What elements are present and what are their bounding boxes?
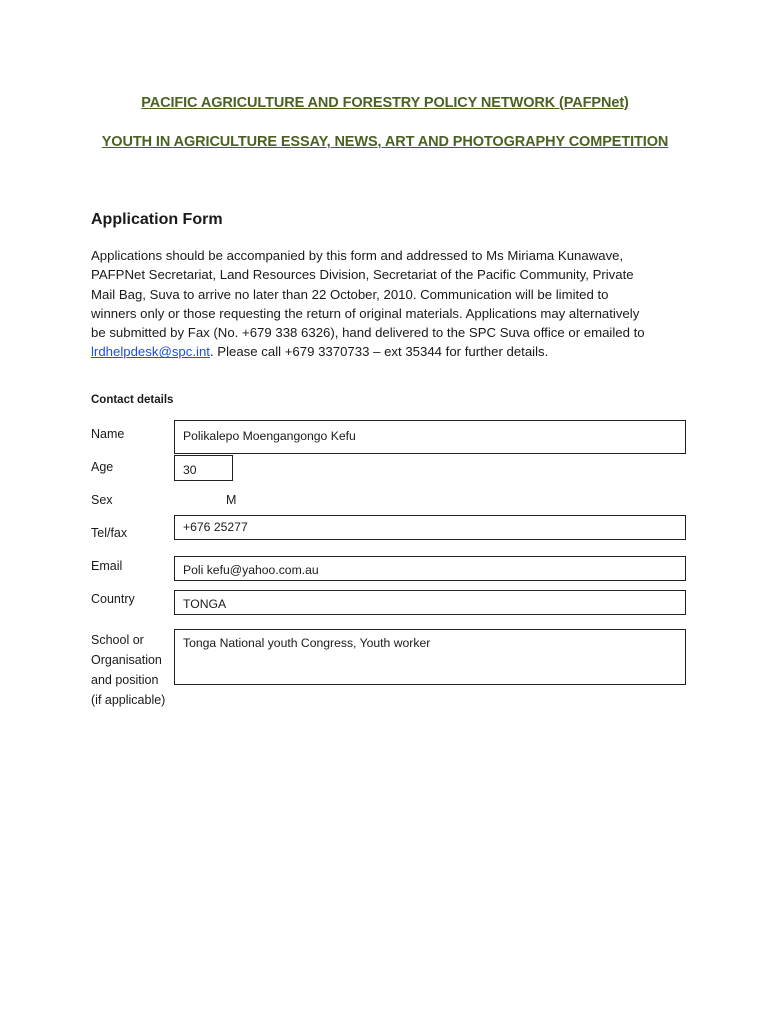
sex-value[interactable]: M: [226, 493, 237, 507]
email-label: Email: [91, 559, 123, 573]
competition-title: YOUTH IN AGRICULTURE ESSAY, NEWS, ART AND PHOTOGRAPHY COMPETITION: [101, 134, 669, 150]
telfax-label: Tel/fax: [91, 526, 128, 540]
organisation-label-line: (if applicable): [91, 693, 166, 707]
org-title: PACIFIC AGRICULTURE AND FORESTRY POLICY NETWORK (PAFPNet): [141, 95, 629, 111]
intro-line-tail: . Please call +679 3370733 – ext 35344 for further details.: [209, 344, 549, 360]
email-field[interactable]: Poli kefu@yahoo.com.au: [174, 556, 686, 581]
telfax-field[interactable]: +676 25277: [174, 515, 686, 540]
name-label: Name: [91, 427, 125, 441]
intro-line: Applications should be accompanied by this form and addressed to Ms Miriama Kunawave,: [91, 248, 624, 263]
country-label: Country: [91, 592, 135, 606]
organisation-field[interactable]: Tonga National youth Congress, Youth worker: [174, 629, 686, 685]
intro-line: PAFPNet Secretariat, Land Resources Division, Secretariat of the Pacific Community, Private: [91, 267, 634, 283]
organisation-label: [91, 630, 165, 710]
contact-details-heading: Contact details: [91, 394, 174, 406]
country-field[interactable]: TONGA: [174, 590, 686, 615]
age-field[interactable]: 30: [174, 455, 233, 481]
intro-line: winners only or those requesting the return of original materials. Applications may alternatively: [91, 305, 640, 321]
intro-line: Mail Bag, Suva to arrive no later than 22 October, 2010. Communication will be limited to: [91, 286, 609, 302]
organisation-label-line: School or: [91, 633, 144, 647]
intro-line: be submitted by Fax (No. +679 338 6326), hand delivered to the SPC Suva office or emailed to: [91, 325, 645, 341]
age-label: Age: [91, 460, 114, 474]
organisation-label-line: Organisation: [91, 653, 162, 667]
organisation-label-line: and position: [91, 673, 159, 687]
intro-paragraph: [91, 246, 691, 362]
intro-line: [91, 342, 691, 361]
name-field[interactable]: Polikalepo Moengangongo Kefu: [174, 420, 686, 454]
sex-label: Sex: [91, 493, 113, 507]
form-title: Application Form: [91, 211, 223, 228]
email-link[interactable]: lrdhelpdesk@spc.int: [91, 344, 210, 360]
